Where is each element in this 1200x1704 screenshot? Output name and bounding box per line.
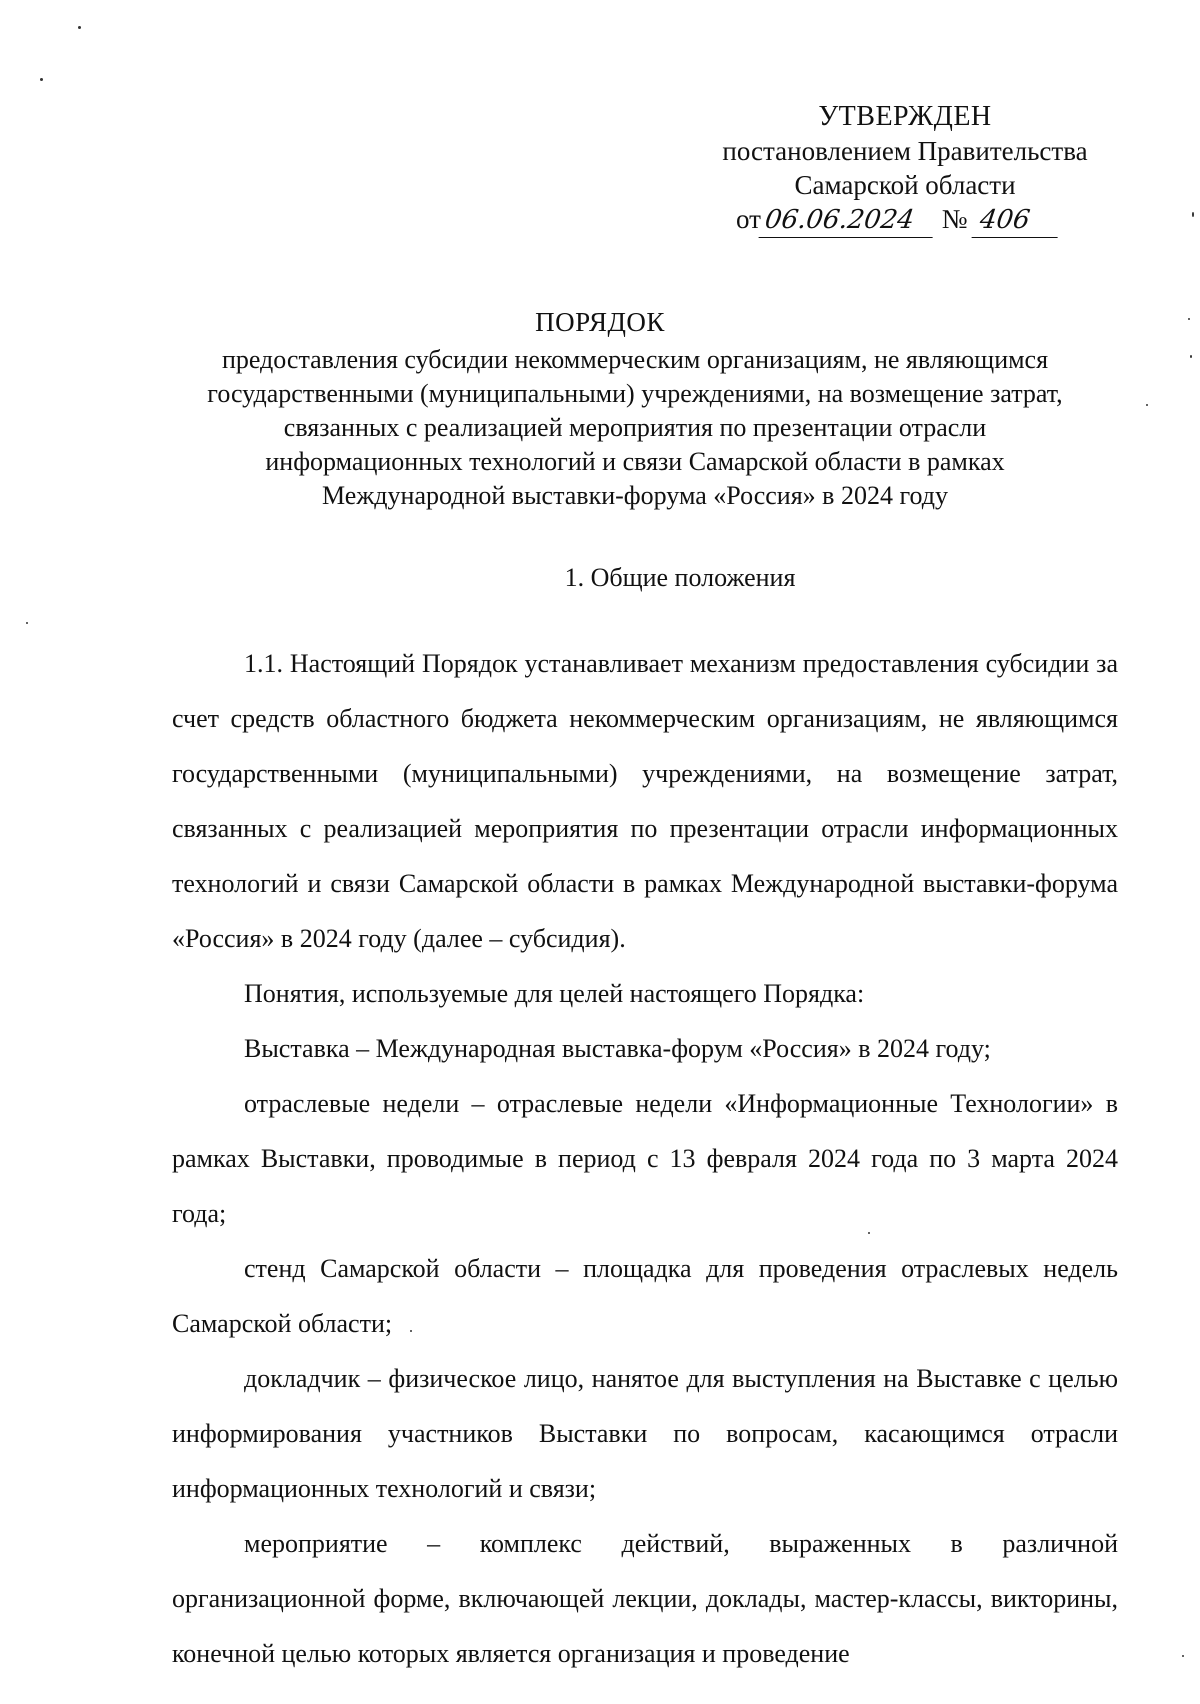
- scan-speck: [1190, 355, 1192, 358]
- subtitle-line: Международной выставки-форума «Россия» в 2024 году: [322, 481, 948, 510]
- scan-speck: [40, 78, 43, 81]
- document-title: ПОРЯДОК: [535, 307, 665, 337]
- paragraph: Выставка – Международная выставка-форум «Россия» в 2024 году;: [244, 1034, 991, 1063]
- subtitle-line: предоставления субсидии некоммерческим организациям, не являющимся: [221, 345, 1049, 374]
- scan-speck: [78, 26, 81, 29]
- scan-speck: [26, 622, 28, 624]
- subtitle-line: информационных технологий и связи Самарской области в рамках: [265, 447, 1005, 476]
- paragraph: стенд Самарской области – площадка для проведения отраслевых недель Самарской области;: [172, 1254, 1118, 1338]
- document-body: [172, 636, 1118, 1681]
- approval-date-line: [680, 202, 1130, 238]
- scan-speck: [1146, 404, 1148, 406]
- paragraph: 1.1. Настоящий Порядок устанавливает механизм предоставления субсидии за счет средств областного бюджета некоммерческим организациям, не являющимся государственными (муниципальными) учреждениями, на возмещение затрат, связанных с реализацией мероприятия по презентации отрасли информационных технологий и связи Самарской области в рамках Международной выставки-форума «Россия» в 2024 году (далее – субсидия).: [172, 649, 1118, 953]
- number-sign: №: [941, 204, 968, 234]
- scan-speck: [1182, 1655, 1184, 1657]
- paragraph: мероприятие – комплекс действий, выраженных в различной организационной форме, включающей лекции, доклады, мастер-классы, викторины, конечной целью которых является организация и проведение: [172, 1529, 1118, 1668]
- date-prefix: от: [736, 204, 761, 234]
- approval-heading: УТВЕРЖДЕН: [818, 101, 992, 132]
- scan-speck: [868, 1232, 870, 1234]
- scan-speck: [410, 1330, 412, 1332]
- subtitle-line: связанных с реализацией мероприятия по презентации отрасли: [283, 413, 987, 442]
- section-title: 1. Общие положения: [564, 563, 796, 592]
- document-subtitle: [160, 343, 1110, 513]
- scan-speck: [1192, 212, 1194, 217]
- handwritten-number: 406: [972, 203, 1063, 238]
- handwritten-date: 06.06.2024: [758, 203, 937, 238]
- approval-line-2: Самарской области: [794, 170, 1016, 200]
- paragraph: отраслевые недели – отраслевые недели «Информационные Технологии» в рамках Выставки, проводимые в период с 13 февраля 2024 года по 3 марта 2024 года;: [172, 1089, 1118, 1228]
- scan-speck: [1188, 318, 1190, 320]
- subtitle-line: государственными (муниципальными) учреждениями, на возмещение затрат,: [207, 379, 1063, 408]
- paragraph: Понятия, используемые для целей настоящего Порядка:: [244, 979, 865, 1008]
- approval-line-1: постановлением Правительства: [722, 136, 1088, 166]
- paragraph: докладчик – физическое лицо, нанятое для выступления на Выставке с целью информирования участников Выставки по вопросам, касающимся отрасли информационных технологий и связи;: [172, 1364, 1118, 1503]
- approval-stamp: [680, 100, 1130, 238]
